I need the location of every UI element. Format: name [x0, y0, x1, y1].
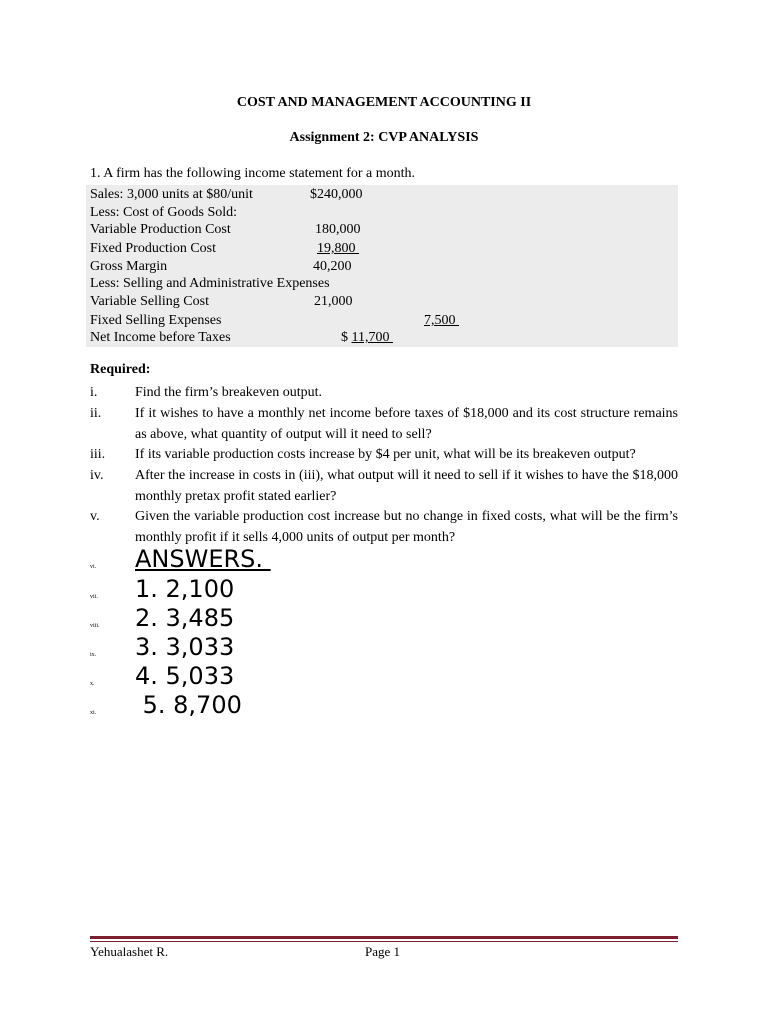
is-amount-gross-margin: 40,200 [313, 259, 352, 274]
required-item [90, 466, 678, 507]
required-item-number: iii. [90, 447, 106, 462]
required-item [90, 404, 678, 445]
is-net-income-prefix: $ [341, 330, 352, 345]
course-title: COST AND MANAGEMENT ACCOUNTING II [236, 95, 532, 110]
answer-number: vi. [90, 564, 97, 570]
required-heading: Required: [90, 362, 151, 377]
required-item-number: v. [90, 509, 100, 524]
footer-page-number: Page 1 [365, 944, 401, 959]
is-label-variable-selling: Variable Selling Cost [90, 294, 209, 309]
footer-author: Yehualashet R. [90, 944, 169, 959]
answer-number: vii. [90, 594, 98, 600]
answer-text: 2. 3,485 [135, 604, 235, 632]
answer-text: 4. 5,033 [135, 662, 235, 690]
is-label-fixed-production: Fixed Production Cost [90, 241, 217, 256]
required-item [90, 383, 678, 403]
assignment-title: Assignment 2: CVP ANALYSIS [289, 130, 479, 145]
answer-text: 1. 2,100 [135, 575, 235, 603]
is-amount-net-income [341, 330, 393, 346]
required-item-text: If it wishes to have a monthly net income before taxes of $18,000 and its cost structure remains as above, what quantity of output will it need to sell? [135, 406, 678, 442]
answer-number: x. [90, 681, 95, 687]
answer-number: viii. [90, 623, 100, 629]
footer-divider-thin [90, 941, 678, 942]
is-net-income-value: 11,700 [351, 330, 393, 345]
required-item-text: Find the firm’s breakeven output. [135, 385, 323, 400]
required-item [90, 445, 678, 465]
required-item-number: i. [90, 385, 98, 400]
required-item-text: After the increase in costs in (iii), what output will it need to sell if it wishes to have the $18,000 monthly pretax profit stated earlier? [135, 468, 678, 504]
is-amount-fixed-production: 19,800 [317, 241, 359, 256]
answer-text: 3. 3,033 [135, 633, 235, 661]
answers-heading: ANSWERS. [135, 545, 271, 573]
is-amount-variable-production: 180,000 [315, 222, 361, 237]
is-label-gross-margin: Gross Margin [90, 259, 168, 274]
is-label-fixed-selling: Fixed Selling Expenses [90, 313, 222, 328]
required-item [90, 507, 678, 548]
footer-divider [90, 936, 678, 939]
required-item-text: Given the variable production cost increase but no change in fixed costs, what will be the firm’s monthly profit if it sells 4,000 units of output per month? [135, 509, 678, 545]
is-label-net-income: Net Income before Taxes [90, 330, 231, 345]
answer-number: xi. [90, 710, 97, 716]
required-item-number: ii. [90, 406, 102, 421]
is-amount-sales: $240,000 [310, 187, 363, 202]
required-item-text: If its variable production costs increase by $4 per unit, what will be its breakeven output? [135, 447, 636, 462]
is-label-cogs: Less: Cost of Goods Sold: [90, 205, 238, 220]
is-amount-variable-selling: 21,000 [314, 294, 353, 309]
is-amount-fixed-selling: 7,500 [424, 313, 459, 328]
is-label-sales: Sales: 3,000 units at $80/unit [90, 187, 253, 202]
answer-number: ix. [90, 652, 97, 658]
question-intro: 1. A firm has the following income statement for a month. [90, 166, 416, 181]
is-label-selling-admin: Less: Selling and Administrative Expenses [90, 276, 330, 291]
required-item-number: iv. [90, 468, 104, 483]
answer-text: 5. 8,700 [135, 691, 242, 719]
is-label-variable-production: Variable Production Cost [90, 222, 231, 237]
